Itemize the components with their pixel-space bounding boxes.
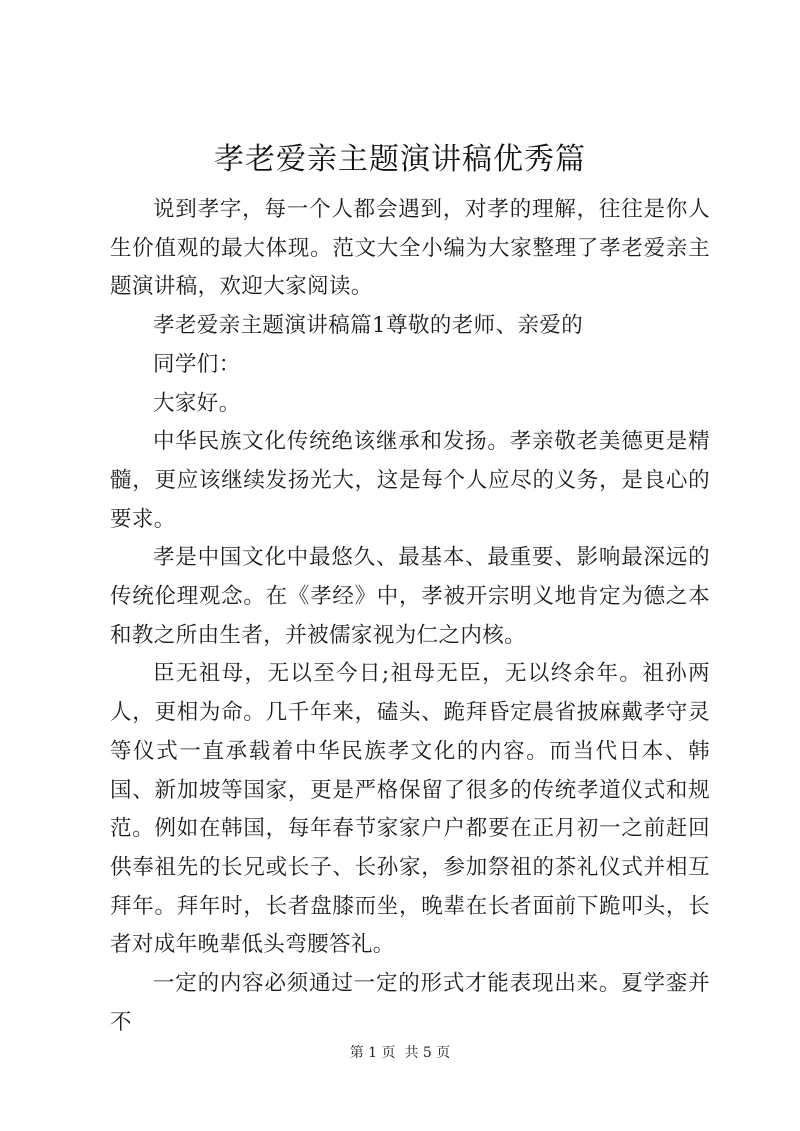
paragraph-greeting: 大家好。 xyxy=(153,390,241,416)
paragraph-tradition: 中华民族文化传统绝该继承和发扬。孝亲敬老美德更是精髓，更应该继续发扬光大，这是每个人应尽的义务，是良心的要求。 xyxy=(110,429,710,532)
paragraph-filial-piety: 孝是中国文化中最悠久、最基本、最重要、影响最深远的传统伦理观念。在《孝经》中，孝被开宗明义地肯定为德之本和教之所由生者，并被儒家视为仁之内核。 xyxy=(110,545,710,648)
page-number-label: 第 1 页 共 5 页 xyxy=(349,1045,451,1061)
paragraph-intro: 说到孝字，每一个人都会遇到，对孝的理解，往往是你人生价值观的最大体现。范文大全小编为大家整理了孝老爱亲主题演讲稿，欢迎大家阅读。 xyxy=(110,197,710,300)
paragraph-rituals: 臣无祖母，无以至今日;祖母无臣，无以终余年。祖孙两人，更相为命。几千年来，磕头、跪拜昏定晨省披麻戴孝守灵等仪式一直承载着中华民族孝文化的内容。而当代日本、韩国、新加坡等国家，更是严格保留了很多的传统孝道仪式和规范。例如在韩国，每年春节家家户户都要在正月初一之前赶回供奉祖先的长兄或长子、长孙家，参加祭祖的茶礼仪式并相互拜年。拜年时，长者盘膝而坐，晚辈在长者面前下跪叩头，长者对成年晚辈低头弯腰答礼。 xyxy=(110,661,710,958)
document-body xyxy=(110,191,710,1042)
paragraph-form-content: 一定的内容必须通过一定的形式才能表现出来。夏学銮并不 xyxy=(110,971,710,1035)
document-title: 孝老爱亲主题演讲稿优秀篇 xyxy=(214,142,586,177)
paragraph-salutation: 同学们： xyxy=(153,351,241,377)
paragraph-speech-heading: 孝老爱亲主题演讲稿篇1尊敬的老师、亲爱的 xyxy=(153,313,584,339)
page-footer xyxy=(0,1043,800,1063)
